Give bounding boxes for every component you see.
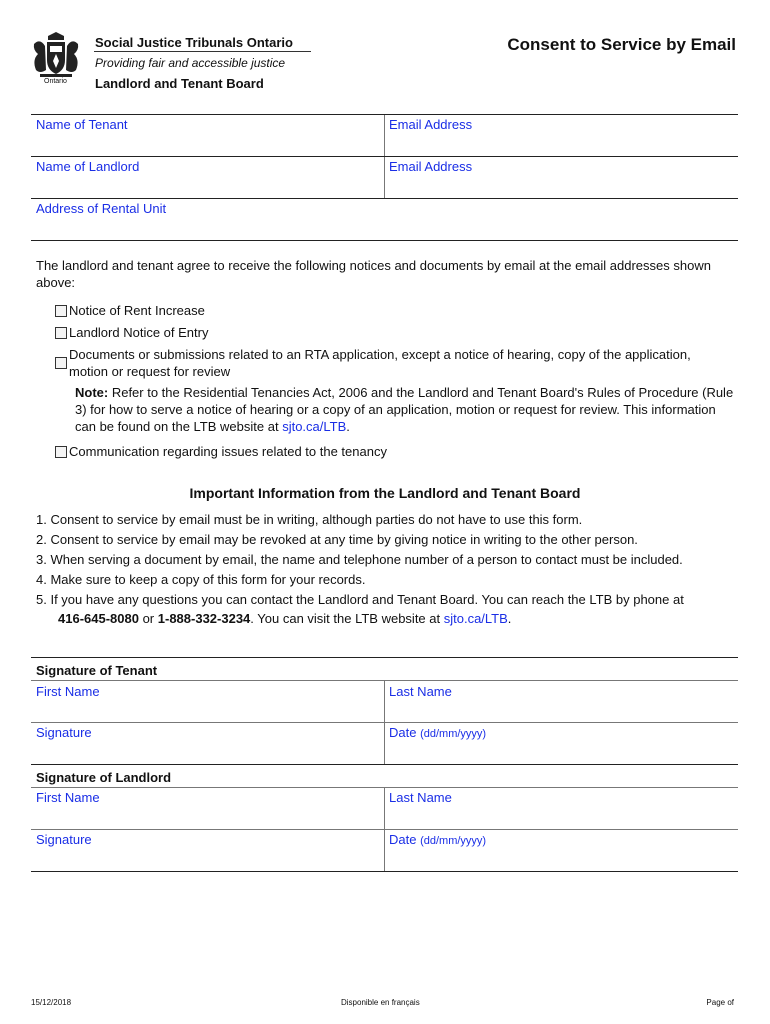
list-item: 2. Consent to service by email may be revoked at any time by giving notice in writing to the other person. xyxy=(36,532,638,547)
list-item: 3. When serving a document by email, the name and telephone number of a person to contact must be included. xyxy=(36,552,683,567)
landlord-last-name-field[interactable]: Last Name xyxy=(389,790,452,805)
checkbox[interactable] xyxy=(55,327,67,339)
section-rule xyxy=(31,657,738,658)
landlord-signature-field[interactable]: Signature xyxy=(36,832,92,847)
landlord-first-name-field[interactable]: First Name xyxy=(36,790,100,805)
option-label: Landlord Notice of Entry xyxy=(69,325,209,340)
ontario-coat-of-arms-logo xyxy=(30,30,82,82)
list-item-continuation xyxy=(36,610,736,627)
tenant-name-field[interactable]: Name of Tenant xyxy=(36,117,128,132)
org-tagline: Providing fair and accessible justice xyxy=(95,56,286,70)
row-rule xyxy=(31,156,738,157)
tenant-signature-field[interactable]: Signature xyxy=(36,725,92,740)
option-notice-of-entry[interactable] xyxy=(55,324,208,341)
text-or: or xyxy=(138,611,158,626)
note-paragraph xyxy=(75,384,735,435)
info-list xyxy=(36,510,736,627)
row-rule xyxy=(31,240,738,241)
text-visit: . You can visit the LTB website at xyxy=(250,611,444,626)
org-name: Social Justice Tribunals Ontario xyxy=(95,35,293,50)
phone-local: 416-645-8080 xyxy=(58,611,139,626)
note-label: Note: xyxy=(75,385,109,400)
info-title: Important Information from the Landlord and Tenant Board xyxy=(189,485,581,501)
row-rule xyxy=(31,722,738,723)
tenant-signature-title: Signature of Tenant xyxy=(36,663,158,678)
section-rule xyxy=(31,764,738,765)
footer-french[interactable]: Disponible en français xyxy=(341,998,420,1007)
ltb-website-link[interactable]: sjto.ca/LTB xyxy=(443,611,508,626)
landlord-name-field[interactable]: Name of Landlord xyxy=(36,159,140,174)
checkbox[interactable] xyxy=(55,305,67,317)
note-end: . xyxy=(346,419,350,434)
form-title: Consent to Service by Email xyxy=(507,35,736,54)
note-text: Refer to the Residential Tenancies Act, 2006 and the Landlord and Tenant Board's Rules of Procedure (Rule 3) for how to serve a notice of hearing or a copy of an application, motion or request for review. This information can be found on the LTB website at xyxy=(75,385,734,434)
list-item: 4. Make sure to keep a copy of this form for your records. xyxy=(36,572,366,587)
option-rent-increase[interactable] xyxy=(55,302,205,319)
tenant-last-name-field[interactable]: Last Name xyxy=(389,684,452,699)
landlord-signature-title: Signature of Landlord xyxy=(36,770,172,785)
logo-caption: Ontario xyxy=(44,78,67,85)
date-label: Date xyxy=(389,832,417,847)
agreement-intro: The landlord and tenant agree to receive the following notices and documents by email at the email addresses shown above: xyxy=(36,258,711,290)
option-label: Notice of Rent Increase xyxy=(69,303,205,318)
section-rule xyxy=(31,871,738,872)
ltb-website-link[interactable]: sjto.ca/LTB xyxy=(282,419,347,434)
option-label: Communication regarding issues related to the tenancy xyxy=(69,444,387,459)
board-name: Landlord and Tenant Board xyxy=(95,76,264,91)
option-rta-documents[interactable] xyxy=(55,346,725,380)
tenant-email-field[interactable]: Email Address xyxy=(389,117,473,132)
option-label: Documents or submissions related to an RTA application, except a notice of hearing, copy of the application, motion or request for review xyxy=(69,347,691,379)
rental-address-field[interactable]: Address of Rental Unit xyxy=(36,201,167,216)
date-format: (dd/mm/yyyy) xyxy=(420,728,487,740)
row-rule xyxy=(31,829,738,830)
list-item: 5. If you have any questions you can contact the Landlord and Tenant Board. You can reach the LTB by phone at xyxy=(36,592,684,607)
landlord-email-field[interactable]: Email Address xyxy=(389,159,473,174)
footer-date: 15/12/2018 xyxy=(31,998,72,1007)
tenant-first-name-field[interactable]: First Name xyxy=(36,684,100,699)
phone-tollfree: 1-888-332-3234 xyxy=(157,611,251,626)
checkbox[interactable] xyxy=(55,446,67,458)
checkbox[interactable] xyxy=(55,357,67,369)
footer-page: Page of xyxy=(706,998,734,1007)
text-end: . xyxy=(507,611,512,626)
row-rule xyxy=(31,198,738,199)
list-item: 1. Consent to service by email must be in writing, although parties do not have to use this form. xyxy=(36,512,583,527)
org-divider xyxy=(94,51,311,52)
landlord-date-field[interactable] xyxy=(389,832,486,847)
date-label: Date xyxy=(389,725,417,740)
date-format: (dd/mm/yyyy) xyxy=(420,835,487,847)
option-communication[interactable] xyxy=(55,443,387,460)
tenant-date-field[interactable] xyxy=(389,725,486,740)
